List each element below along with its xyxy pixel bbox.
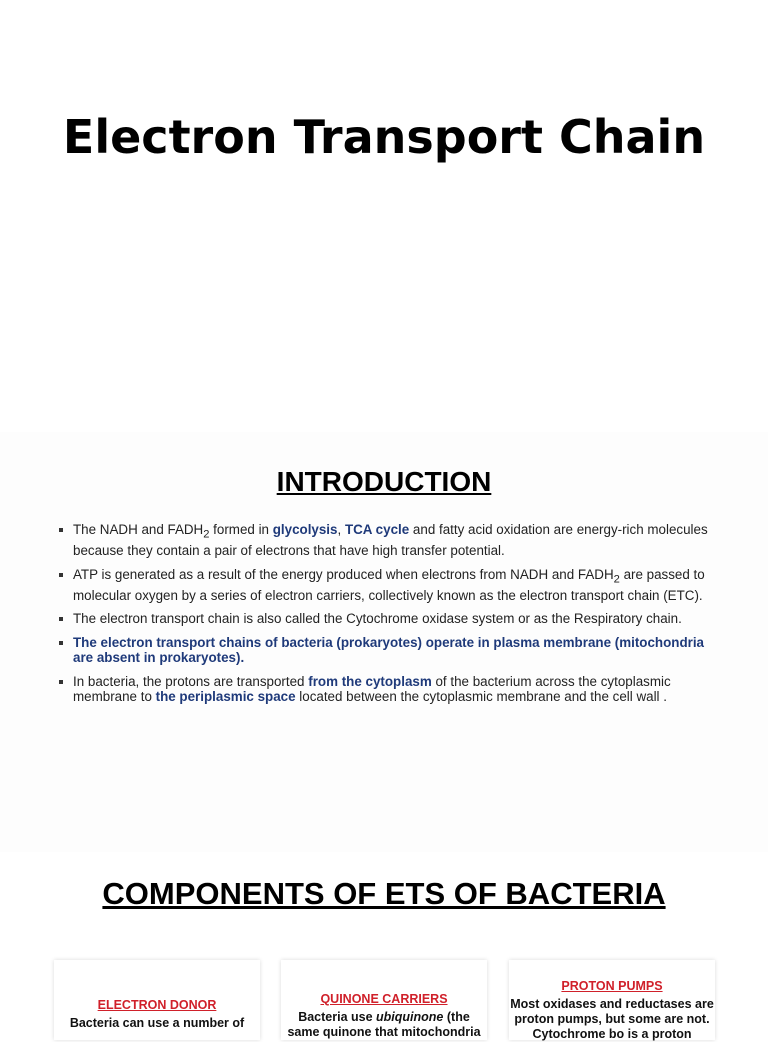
introduction-slide bbox=[0, 432, 768, 852]
title-slide bbox=[0, 0, 768, 432]
text: located between the cytoplasmic membrane and the cell wall . bbox=[295, 689, 667, 705]
bullet-item bbox=[56, 674, 716, 705]
bullet-list bbox=[56, 522, 716, 713]
emphasis: ubiquinone bbox=[376, 1010, 444, 1024]
bullet-item bbox=[56, 522, 716, 559]
highlight: from the cytoplasm bbox=[308, 673, 432, 689]
card-title: QUINONE CARRIERS bbox=[320, 992, 448, 1006]
subscript: 2 bbox=[203, 528, 210, 541]
text: and fatty acid oxidation are energy-rich molecules because they contain a pair of electrons that have high transfer potential. bbox=[73, 522, 708, 559]
card-title: PROTON PUMPS bbox=[561, 979, 663, 993]
card-body: Bacteria can use a number of bbox=[69, 1016, 245, 1030]
highlight: glycolysis bbox=[272, 522, 338, 537]
card-quinone-carriers bbox=[281, 960, 487, 1040]
bullet-item: The electron transport chain is also called the Cytochrome oxidase system or as the Respiratory chain. bbox=[56, 611, 716, 627]
text: In bacteria, the protons are transported bbox=[73, 673, 309, 689]
text: , bbox=[337, 522, 345, 537]
text: ATP is generated as a result of the energy produced when electrons from NADH and FADH bbox=[73, 566, 614, 582]
text: Bacteria use bbox=[298, 1010, 377, 1024]
text: (the same quinone that mitochondria bbox=[287, 1010, 481, 1039]
subscript: 2 bbox=[613, 573, 620, 586]
slide-heading: INTRODUCTION bbox=[276, 466, 492, 497]
highlight: TCA cycle bbox=[344, 522, 410, 537]
card-title: ELECTRON DONOR bbox=[97, 998, 217, 1012]
slide-heading: COMPONENTS OF ETS OF BACTERIA bbox=[102, 876, 666, 911]
slide-title: Electron Transport Chain bbox=[62, 110, 706, 164]
text: The NADH and FADH bbox=[73, 522, 204, 537]
bullet-item: The electron transport chains of bacteria (prokaryotes) operate in plasma membrane (mitochondria are absent in prokaryotes). bbox=[56, 635, 716, 666]
text: of the bacterium across the cytoplasmic membrane to bbox=[73, 673, 671, 705]
card-proton-pumps bbox=[509, 960, 715, 1040]
bullet-item bbox=[56, 567, 716, 604]
text: are passed to molecular oxygen by a series of electron carriers, collectively known as the electron transport chain (ETC). bbox=[73, 566, 705, 603]
components-slide bbox=[0, 852, 768, 1041]
highlight: the periplasmic space bbox=[155, 689, 296, 705]
card-body: Most oxidases and reductases are proton pumps, but some are not. Cytochrome bo is a proton bbox=[510, 997, 714, 1041]
card-body bbox=[281, 1010, 487, 1040]
card-electron-donor bbox=[54, 960, 260, 1040]
text: formed in bbox=[209, 522, 273, 537]
